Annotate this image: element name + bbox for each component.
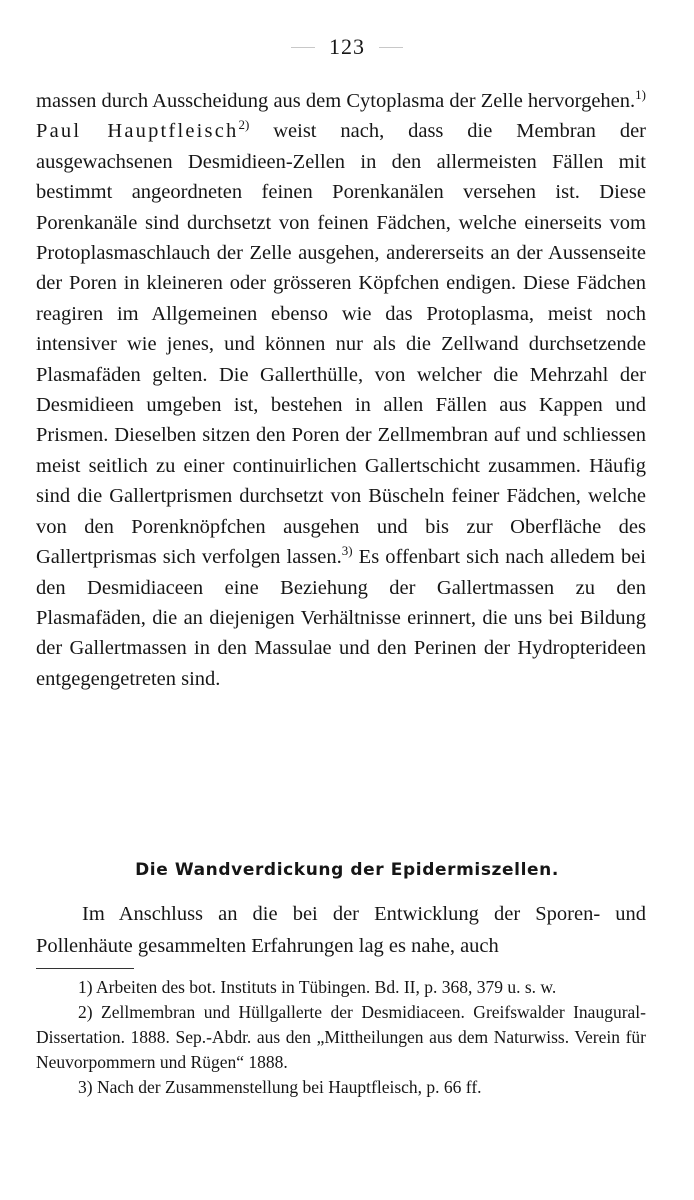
header-rule-right — [379, 47, 403, 48]
page-header — [0, 34, 694, 60]
text-segment: Es offenbart sich nach alledem bei den Desmidiaceen eine Beziehung der Gallertmassen zu den Plasmafäden, die an diejenigen Verhältnisse erinnert, die uns bei Bildung der Gallertmassen in den Massulae und den Perinen der Hydropterideen entgegengetreten sind. — [36, 546, 647, 690]
footnotes — [36, 975, 646, 1100]
header-rule-left — [291, 47, 315, 48]
author-name: Paul Hauptfleisch — [36, 120, 239, 143]
footnote-ref: 2) — [238, 117, 250, 133]
section-paragraph — [36, 898, 646, 962]
footnote: 1) Arbeiten des bot. Instituts in Tübingen. Bd. II, p. 368, 379 u. s. w. — [78, 977, 557, 997]
footnote-divider — [36, 968, 134, 969]
footnote-ref: 3) — [341, 543, 353, 559]
text-segment: weist nach, dass die Membran der ausgewachsenen Desmidieen-Zellen in den allermeisten Fällen mit bestimmt angeordneten feinen Porenkanälen versehen ist. Diese Porenkanäle sind durchsetzt von feinen Fädchen, welche einerseits vom Protoplasmaschlauch der Zelle ausgehen, andererseits an der Aussenseite der Poren in kleineren oder grösseren Köpfchen endigen. Diese Fädchen reagiren im Allgemeinen ebenso wie das Protoplasma, meist noch intensiver wie jenes, und können nur als die Zellwand durchsetzende Plasmafäden gelten. Die Gallerthülle, von welcher die Mehrzahl der Desmidieen umgeben ist, bestehen in allen Fällen aus Kappen und Prismen. Dieselben sitzen den Poren der Zellmembran auf und schliessen meist seitlich zu einer continuirlichen Gallertschicht zusammen. Häufig sind die Gallertprismen durchsetzt von Büscheln feiner Fädchen, welche von den Porenknöpfchen ausgehen und bis zur Oberfläche des Gallertprismas sich verfolgen lassen. — [36, 120, 646, 569]
footnote: 3) Nach der Zusammenstellung bei Hauptfleisch, p. 66 ff. — [78, 1077, 482, 1097]
text-segment: massen durch Ausscheidung aus dem Cytoplasma der Zelle hervorgehen. — [36, 90, 636, 112]
section-heading: Die Wandverdickung der Epidermiszellen. — [135, 860, 559, 880]
footnote-ref: 1) — [635, 87, 646, 103]
main-text — [36, 86, 646, 694]
paragraph-text: Im Anschluss an die bei der Entwicklung der Sporen- und Pollenhäute gesammelten Erfahrungen lag es nahe, auch — [36, 903, 646, 957]
paragraph — [36, 86, 646, 694]
page-number: 123 — [329, 34, 365, 59]
footnote: 2) Zellmembran und Hüllgallerte der Desmidiaceen. Greifswalder Inaugural-Dissertation. 1888. Sep.-Abdr. aus den „Mittheilungen aus dem Naturwiss. Verein für Neuvorpommern und Rügen“ 1888. — [36, 1002, 646, 1072]
